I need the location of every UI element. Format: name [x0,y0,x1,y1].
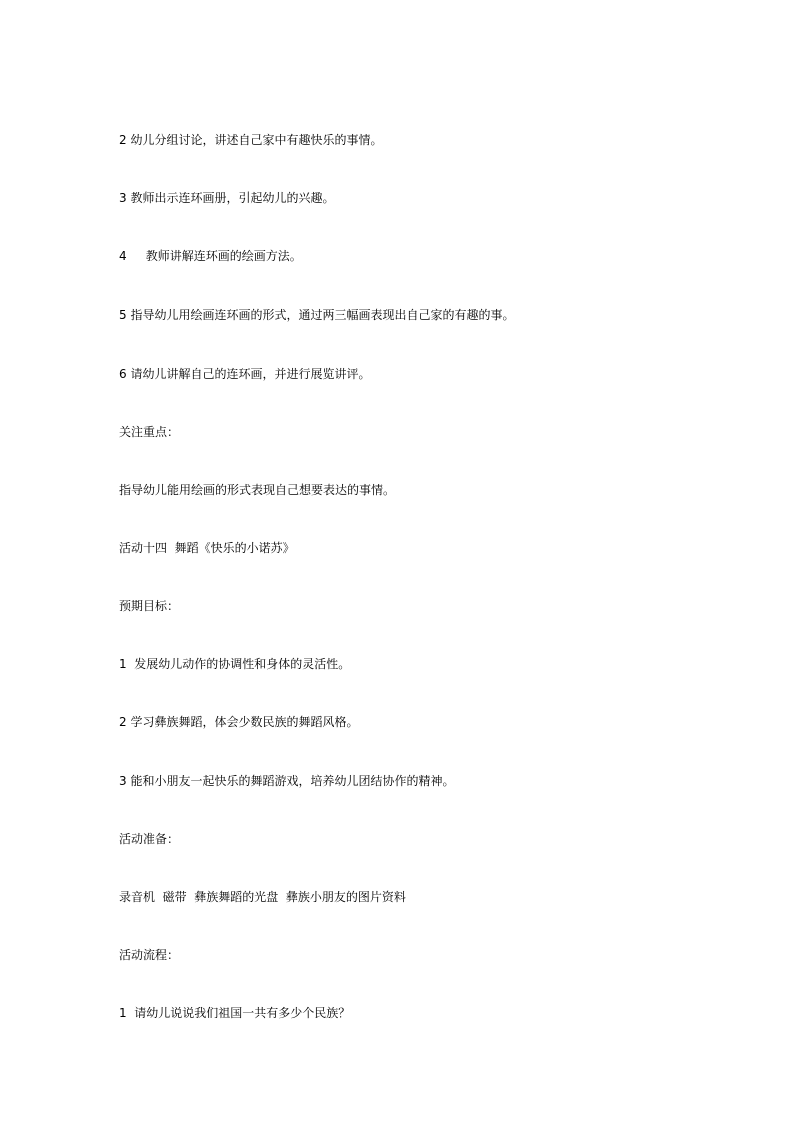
text-line-step-3: 3 教师出示连环画册，引起幼儿的兴趣。 [119,191,335,205]
text-line-step-6: 6 请幼儿讲解自己的连环画，并进行展览讲评。 [119,367,371,381]
section-heading-preparation: 活动准备： [119,832,180,846]
text-line-step-4: 4 教师讲解连环画的绘画方法。 [119,249,302,263]
section-heading-goals: 预期目标： [119,599,180,613]
text-line-goal-3: 3 能和小朋友一起快乐的舞蹈游戏，培养幼儿团结协作的精神。 [119,774,455,788]
text-line-process-1: 1 请幼儿说说我们祖国一共有多少个民族？ [119,1006,351,1020]
text-line-step-5: 5 指导幼儿用绘画连环画的形式，通过两三幅画表现出自己家的有趣的事。 [119,308,515,322]
text-line-goal-1: 1 发展幼儿动作的协调性和身体的灵活性。 [119,657,351,671]
activity-title: 活动十四 舞蹈《快乐的小诺苏》 [119,541,295,555]
text-line-goal-2: 2 学习彝族舞蹈，体会少数民族的舞蹈风格。 [119,715,359,729]
text-line-focus: 指导幼儿能用绘画的形式表现自己想要表达的事情。 [119,483,396,497]
text-line-preparation: 录音机 磁带 彝族舞蹈的光盘 彝族小朋友的图片资料 [119,890,406,904]
section-heading-focus: 关注重点： [119,425,180,439]
text-line-step-2: 2 幼儿分组讨论，讲述自己家中有趣快乐的事情。 [119,133,383,147]
section-heading-process: 活动流程： [119,948,180,962]
